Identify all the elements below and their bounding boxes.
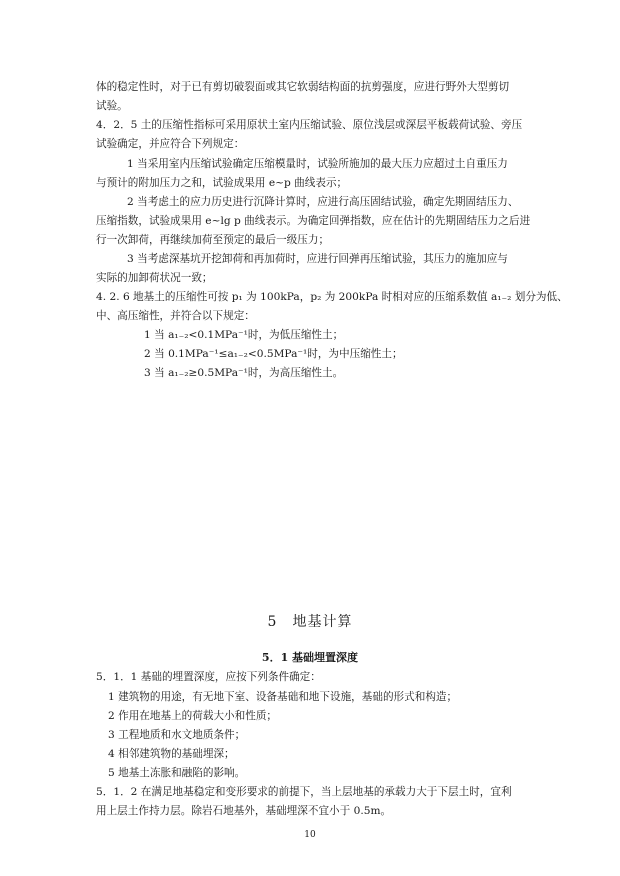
paragraph-line: 中、高压缩性，并符合以下规定： xyxy=(96,310,255,322)
section-title: 5．1 基础埋置深度 xyxy=(261,651,359,664)
list-item: 3 工程地质和水文地质条件； xyxy=(108,729,246,741)
chapter-title: 5 地基计算 xyxy=(267,614,353,630)
clause-4-2-5: 4．2．5 土的压缩性指标可采用原状土室内压缩试验、原位浅层或深层平板载荷试验、旁压 xyxy=(96,119,523,131)
clause-4-2-6: 4. 2. 6 地基土的压缩性可按 p₁ 为 100kPa，p₂ 为 200kPa 时相对应的压缩系数值 a₁₋₂ 划分为低、 xyxy=(96,291,568,303)
list-item: 1 当 a₁₋₂<0.1MPa⁻¹时，为低压缩性土； xyxy=(144,329,344,341)
list-item: 5 地基土冻胀和融陷的影响。 xyxy=(108,767,246,779)
paragraph-line: 与预计的附加压力之和，试验成果用 e~p 曲线表示； xyxy=(96,177,348,189)
paragraph-line: 行一次卸荷，再继续加荷至预定的最后一级压力； xyxy=(96,234,330,246)
paragraph-line: 体的稳定性时，对于已有剪切破裂面或其它软弱结构面的抗剪强度，应进行野外大型剪切 xyxy=(96,81,510,93)
paragraph-line: 实际的加卸荷状况一致； xyxy=(96,272,213,284)
paragraph-line: 用上层土作持力层。除岩石地基外，基础埋深不宜小于 0.5m。 xyxy=(96,805,392,817)
clause-5-1-1: 5．1．1 基础的埋置深度，应按下列条件确定： xyxy=(96,671,321,683)
list-item: 2 当 0.1MPa⁻¹≤a₁₋₂<0.5MPa⁻¹时，为中压缩性土； xyxy=(144,348,403,360)
list-item: 3 当考虑深基坑开挖卸荷和再加荷时，应进行回弹再压缩试验，其压力的施加应与 xyxy=(127,253,508,265)
list-item: 1 当采用室内压缩试验确定压缩模量时，试验所施加的最大压力应超过土自重压力 xyxy=(127,158,508,170)
page-number: 10 xyxy=(304,830,316,840)
paragraph-line: 压缩指数，试验成果用 e~lg p 曲线表示。为确定回弹指数，应在估计的先期固结压力之后进 xyxy=(96,215,531,227)
clause-5-1-2: 5．1．2 在满足地基稳定和变形要求的前提下，当上层地基的承载力大于下层土时，宜利 xyxy=(96,786,512,798)
paragraph-line: 试验确定，并应符合下列规定： xyxy=(96,138,245,150)
list-item: 2 当考虑土的应力历史进行沉降计算时，应进行高压固结试验，确定先期固结压力、 xyxy=(127,196,519,208)
list-item: 4 相邻建筑物的基础埋深； xyxy=(108,748,235,760)
list-item: 2 作用在地基上的荷载大小和性质； xyxy=(108,710,278,722)
paragraph-line: 试验。 xyxy=(96,100,128,112)
list-item: 1 建筑物的用途，有无地下室、设备基础和地下设施，基础的形式和构造； xyxy=(108,691,458,703)
list-item: 3 当 a₁₋₂≥0.5MPa⁻¹时，为高压缩性土。 xyxy=(144,367,344,379)
